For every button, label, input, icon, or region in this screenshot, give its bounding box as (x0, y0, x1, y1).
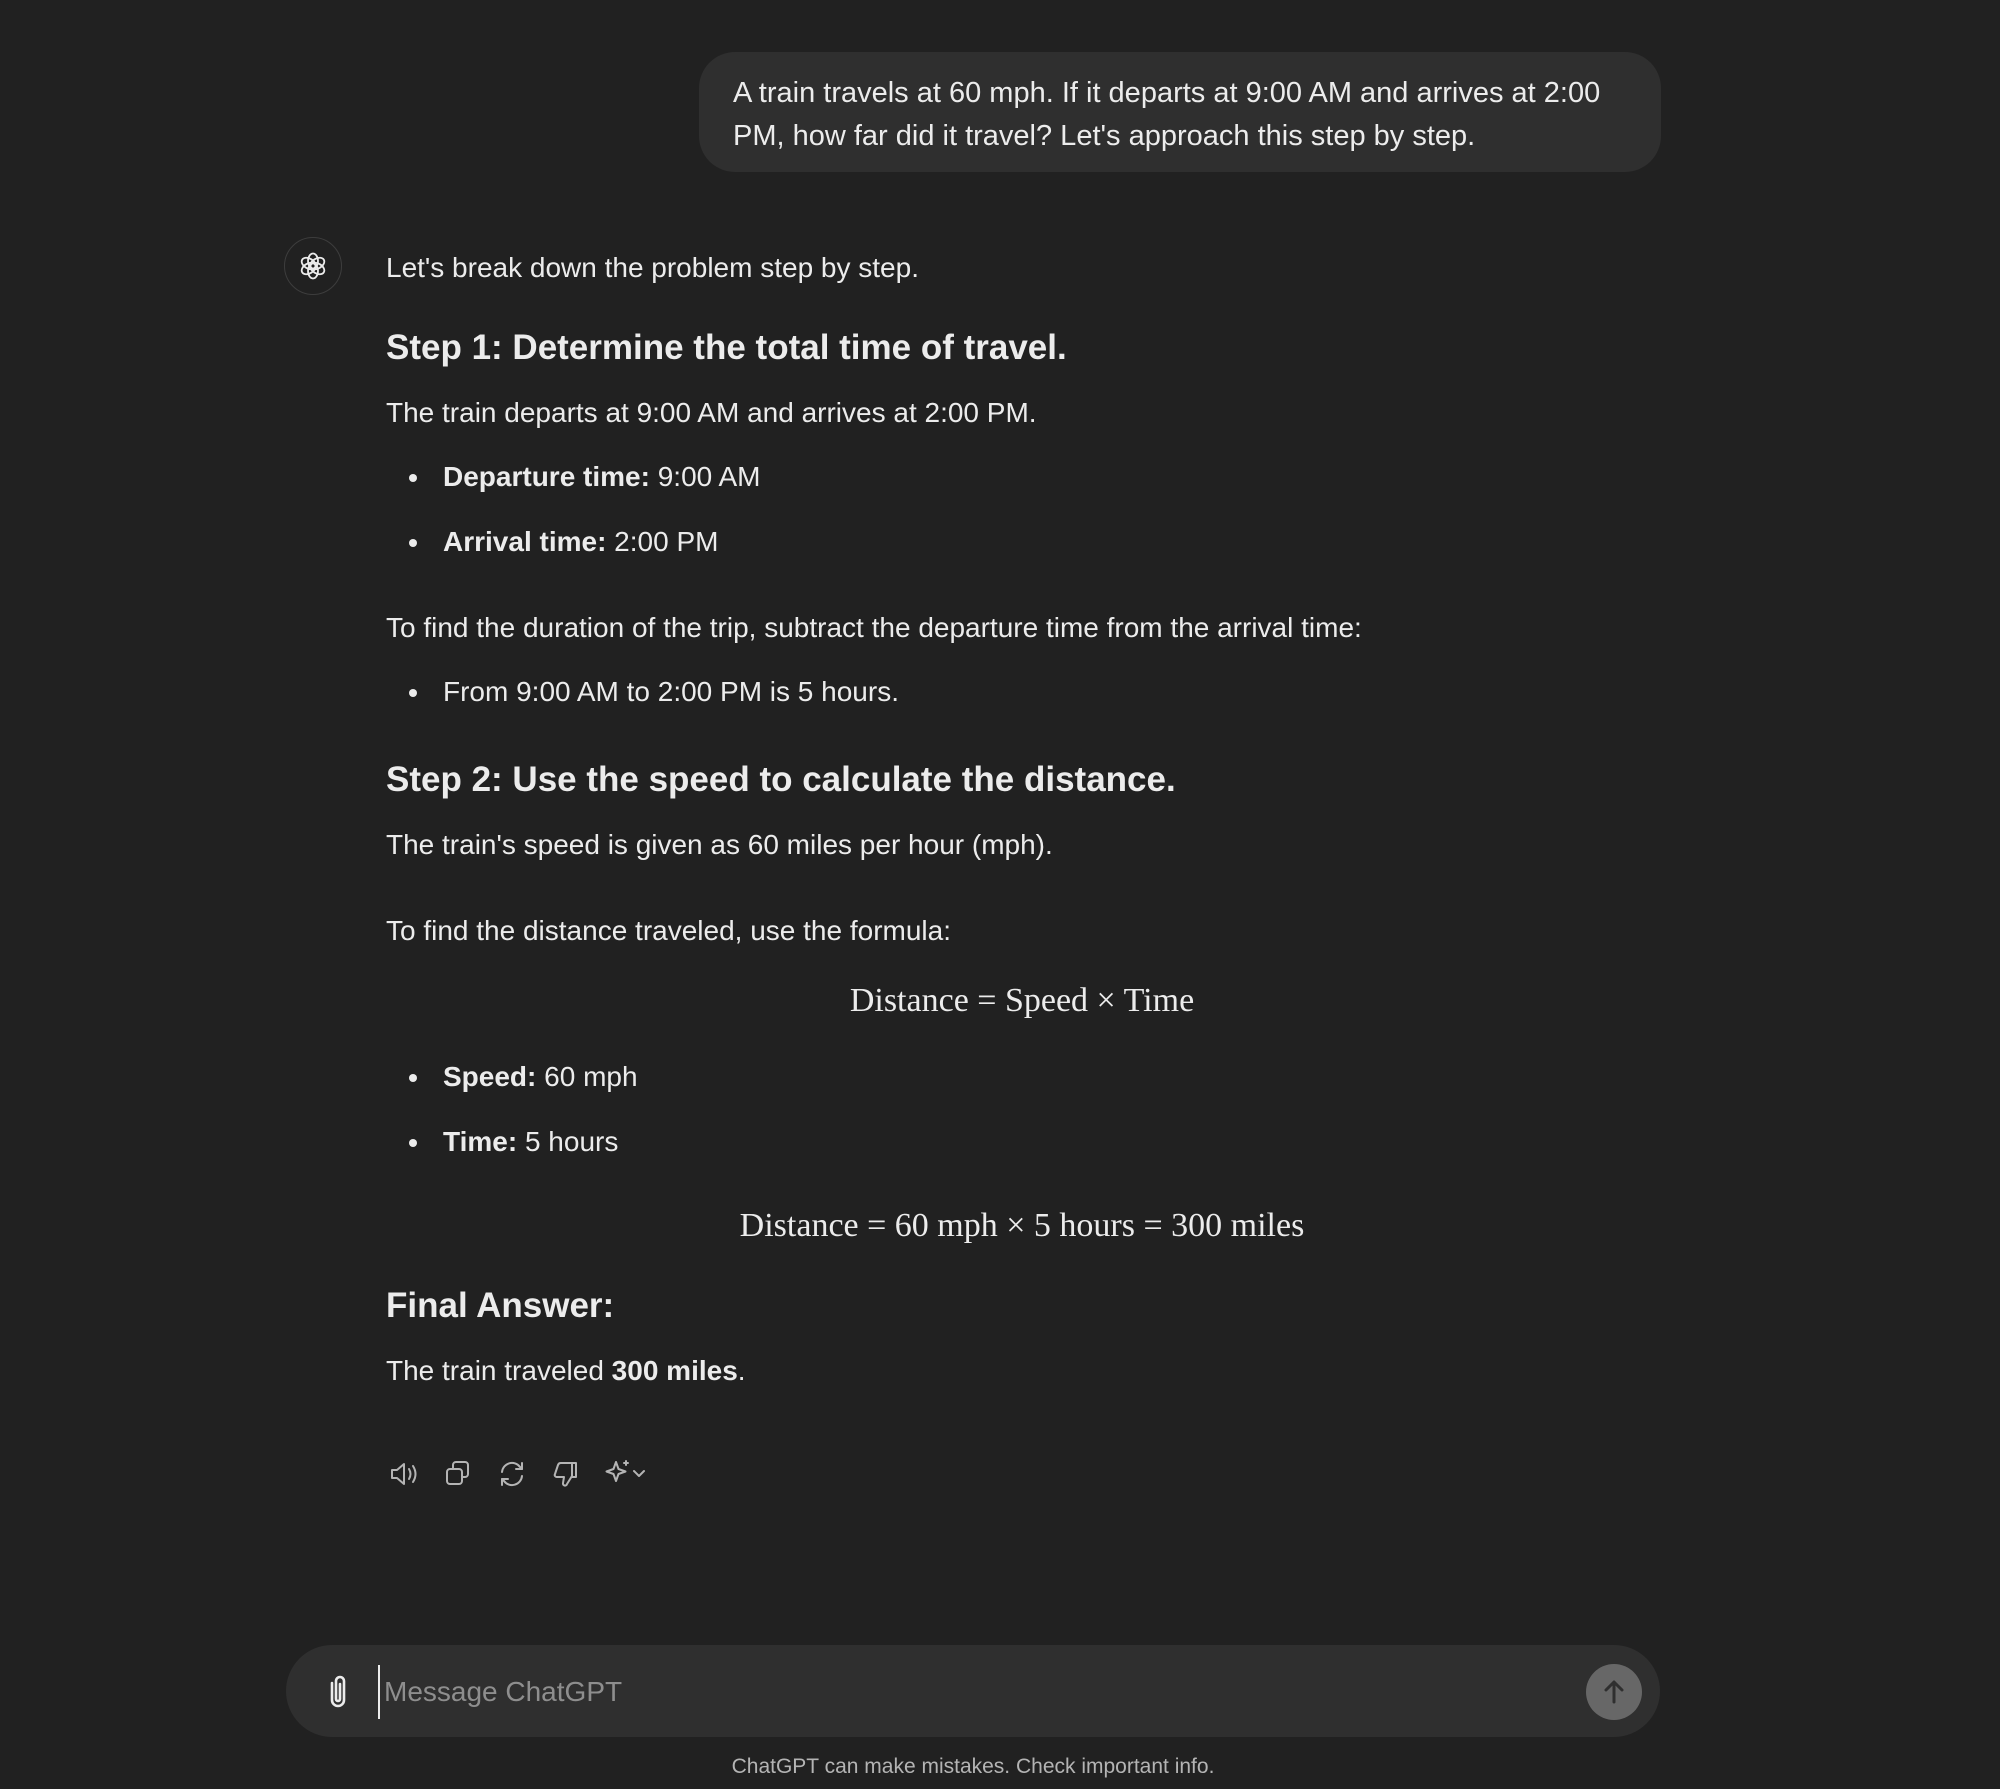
step1-text: The train departs at 9:00 AM and arrives at 2:00 PM. (386, 397, 1037, 428)
regenerate-button[interactable] (494, 1456, 530, 1492)
step1-bullet-list (386, 455, 1661, 564)
user-message-bubble (699, 52, 1661, 172)
read-aloud-icon (387, 1457, 421, 1491)
speed-text: The train's speed is given as 60 miles per hour (mph). (386, 829, 1053, 860)
bullet-value: 5 hours (517, 1126, 619, 1157)
list-item (443, 455, 1661, 499)
assistant-avatar (284, 237, 342, 295)
list-item (443, 1120, 1661, 1164)
copy-icon (442, 1458, 474, 1490)
list-item (443, 1055, 1661, 1099)
step2-heading: Step 2: Use the speed to calculate the distance. (386, 760, 1176, 799)
regenerate-icon (496, 1458, 528, 1490)
arrow-up-icon (1599, 1677, 1629, 1707)
user-message-line: PM, how far did it travel? Let's approach this step by step. (733, 120, 1476, 152)
formula-display: Distance = Speed × Time (849, 982, 1195, 1019)
final-answer-text (386, 1349, 1661, 1393)
step2-bullet-list (386, 1055, 1661, 1164)
bullet-value: 60 mph (536, 1061, 638, 1092)
list-item: From 9:00 AM to 2:00 PM is 5 hours. (443, 670, 1661, 714)
attach-button[interactable] (316, 1669, 360, 1713)
assistant-response (386, 246, 1661, 1393)
final-answer-prefix: The train traveled (386, 1355, 612, 1386)
duration-text: To find the duration of the trip, subtract the departure time from the arrival time: (386, 612, 1362, 643)
bullet-label: Time: (443, 1126, 518, 1157)
thumbs-down-icon (550, 1458, 582, 1490)
message-actions (386, 1452, 658, 1496)
final-answer-value: 300 miles (611, 1355, 738, 1386)
bullet-label: Speed: (443, 1061, 537, 1092)
send-button[interactable] (1586, 1664, 1642, 1720)
list-item (443, 520, 1661, 564)
thumbs-down-button[interactable] (548, 1456, 584, 1492)
read-aloud-button[interactable] (386, 1456, 422, 1492)
message-composer (286, 1645, 1660, 1737)
response-intro: Let's break down the problem step by step. (386, 252, 919, 283)
bullet-value: 9:00 AM (649, 461, 761, 492)
formula-intro: To find the distance traveled, use the formula: (386, 915, 951, 946)
bullet-label: Departure time: (443, 461, 650, 492)
final-answer-suffix: . (737, 1355, 746, 1386)
disclaimer-text: ChatGPT can make mistakes. Check important info. (731, 1755, 1215, 1778)
user-message-line: A train travels at 60 mph. If it departs at 9:00 AM and arrives at 2:00 (733, 77, 1601, 109)
model-switch-icon (602, 1457, 658, 1491)
final-answer-heading: Final Answer: (386, 1286, 615, 1325)
step1-heading: Step 1: Determine the total time of travel. (386, 328, 1067, 367)
duration-bullet-list (386, 670, 1661, 714)
bullet-value: 2:00 PM (606, 526, 719, 557)
openai-logo-icon (297, 250, 329, 282)
model-switch-button[interactable] (602, 1456, 658, 1492)
bullet-label: Arrival time: (443, 526, 607, 557)
message-input[interactable] (378, 1665, 1556, 1719)
paperclip-icon (321, 1671, 355, 1711)
copy-button[interactable] (440, 1456, 476, 1492)
calculation-display: Distance = 60 mph × 5 hours = 300 miles (739, 1207, 1305, 1244)
